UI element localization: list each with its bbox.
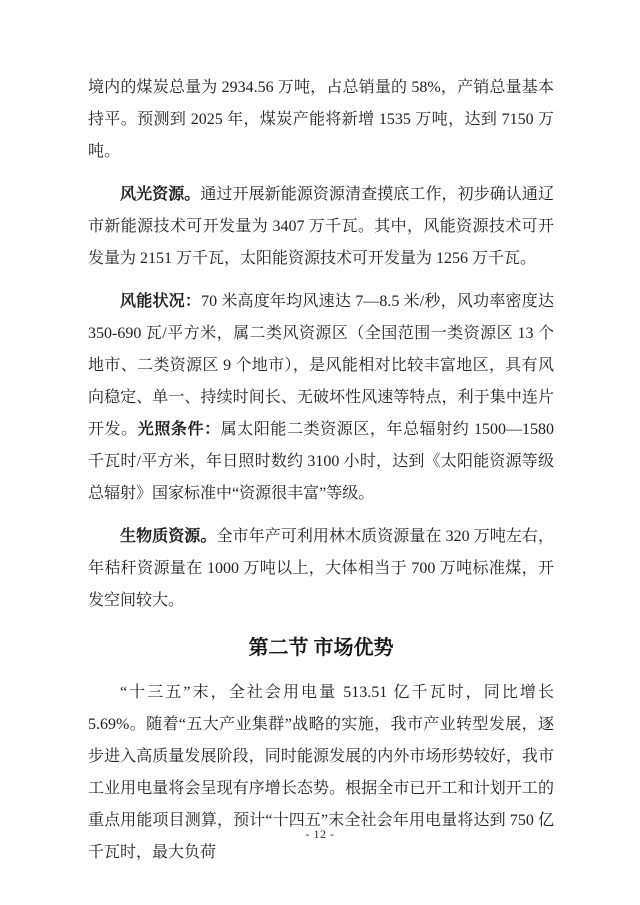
body-paragraph <box>88 179 554 275</box>
section-heading <box>88 630 554 666</box>
body-paragraph <box>88 521 554 617</box>
body-paragraph <box>88 72 554 168</box>
body-paragraph <box>88 286 554 510</box>
text-run: 70 米高度年均风速达 7—8.5 米/秒，风功率密度达 350-690 瓦/平方米，属二类风资源区（全国范围一类资源区 13 个地市、二类资源区 9 个地市），是风能相对比较丰富地区，具有风向稳定、单一、持续时间长、无破坏性风速等特点，利于集中连片开发。 <box>88 293 554 438</box>
emphasis-run: 风光资源。 <box>120 186 201 203</box>
document-body <box>88 72 554 869</box>
text-run: 通过开展新能源资源清查摸底工作，初步确认通辽市新能源技术可开发量为 3407 万千瓦。其中，风能资源技术可开发量为 2151 万千瓦，太阳能资源技术可开发量为 1256 万千瓦。 <box>88 186 554 267</box>
page-footer <box>0 827 640 842</box>
emphasis-run: 第二节 市场优势 <box>248 637 394 659</box>
text-run: 属太阳能二类资源区，年总辐射约 1500—1580 千瓦时/平方米，年日照时数约 3100 小时，达到《太阳能资源等级总辐射》国家标准中“资源很丰富”等级。 <box>88 421 554 502</box>
emphasis-run: 风能状况： <box>120 293 202 310</box>
emphasis-run: 光照条件： <box>137 421 221 438</box>
text-run: 境内的煤炭总量为 2934.56 万吨，占总销量的 58%，产销总量基本持平。预测到 2025 年，煤炭产能将新增 1535 万吨，达到 7150 万吨。 <box>88 79 554 160</box>
text-run: 全市年产可利用林木质资源量在 320 万吨左右，年秸秆资源量在 1000 万吨以上，大体相当于 700 万吨标准煤，开发空间较大。 <box>88 528 554 609</box>
text-run: “十三五”末，全社会用电量 513.51 亿千瓦时，同比增长 5.69%。随着“五大产业集群”战略的实施，我市产业转型发展，逐步进入高质量发展阶段，同时能源发展的内外市场形势较好，我市工业用电量将会呈现有序增长态势。根据全市已开工和计划开工的重点用能项目测算，预计“十四五”末全社会年用电量将达到 750 亿千瓦时，最大负荷 <box>88 684 554 861</box>
page-number: - 12 - <box>305 827 335 841</box>
emphasis-run: 生物质资源。 <box>120 528 217 545</box>
